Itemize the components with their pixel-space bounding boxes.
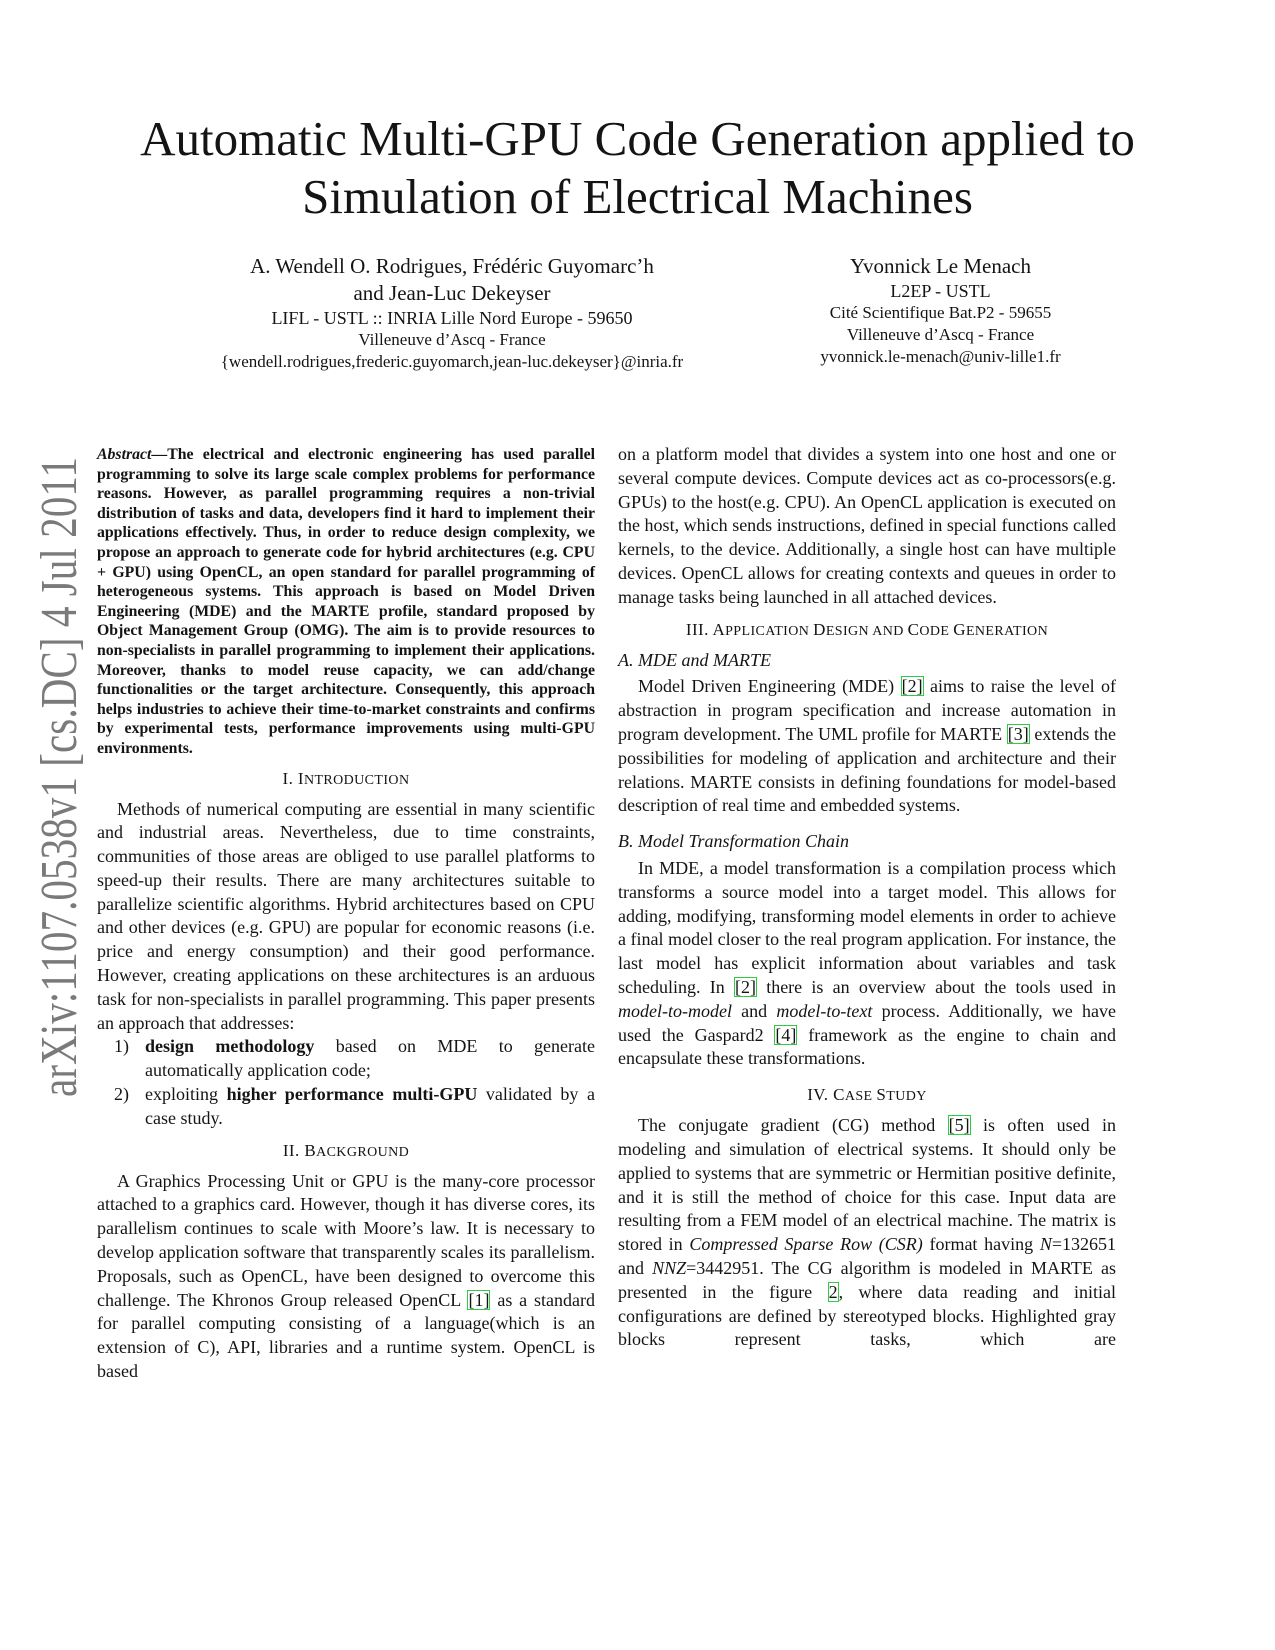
citation-link[interactable]: [2] <box>901 676 923 697</box>
background-paragraph-continued: on a platform model that divides a system into one host and one or several compute devices. Compute devices act as co-processors(e.g. GPUs) to the host(e.g. CPU). An OpenCL application is executed on the host, which sends instructions, defined in special functions called kernels, to the device. Additionally, a single host can have multiple devices. OpenCL allows for creating contexts and queues in order to manage tasks being launched in all attached devices. <box>618 444 1116 607</box>
subsection-heading-mde-marte: A. MDE and MARTE <box>618 649 771 670</box>
citation-link[interactable]: [3] <box>1007 723 1029 744</box>
section-heading-application-design: III. APPLICATION DESIGN AND CODE GENERATION <box>685 619 1049 639</box>
subsection-heading-transformation-chain: B. Model Transformation Chain <box>618 831 850 852</box>
author-affiliation: Cité Scientifique Bat.P2 - 59655 <box>829 303 1052 322</box>
mde-paragraph: Model Driven Engineering (MDE) [2] aims to raise the level of abstraction in program specification and increase automation in program development. The UML profile for MARTE [3] extends the possibilities for modeling of application and architecture and their relations. MARTE consists in defining foundations for model-based description of real time and embedded systems. <box>618 676 1116 816</box>
arxiv-stamp <box>10 452 100 1102</box>
author-names-2: and Jean-Luc Dekeyser <box>353 281 551 305</box>
title-line-2: Simulation of Electrical Machines <box>302 169 973 224</box>
title-line-1: Automatic Multi-GPU Code Generation applied to <box>140 111 1135 166</box>
contribution-list <box>97 1035 595 1130</box>
author-names-1: A. Wendell O. Rodrigues, Frédéric Guyomarc’h <box>250 254 654 278</box>
paper-title <box>0 110 1275 226</box>
list-item: 2) exploiting higher performance multi-GPU validated by a case study. <box>114 1084 595 1128</box>
author-lab: L2EP - USTL <box>890 281 991 301</box>
case-study-paragraph: The conjugate gradient (CG) method [5] is often used in modeling and simulation of electrical systems. It should only be applied to systems that are symmetric or Hermitian positive definite, and it is still the method of choice for this case. Input data are resulting from a FEM model of an electrical machine. The matrix is stored in Compressed Sparse Row (CSR) format having N=132651 and NNZ=3442951. The CG algorithm is modeled in MARTE as presented in the figure 2, where data reading and initial configurations are defined by stereotyped blocks. Highlighted gray blocks represent tasks, which are <box>618 1115 1116 1350</box>
citation-link[interactable]: [1] <box>468 1289 490 1310</box>
background-paragraph: A Graphics Processing Unit or GPU is the many-core processor attached to a graphics card. However, though it has diverse cores, its parallelism continues to scale with Moore’s law. It is necessary to develop application software that transparently scales its parallelism. Proposals, such as OpenCL, have been designed to overcome this challenge. The Khronos Group released OpenCL [1] as a standard for parallel computing consisting of a language(which is an extension of C), API, libraries and a runtime system. OpenCL is based <box>97 1170 595 1382</box>
left-column <box>97 443 595 1384</box>
right-column <box>618 443 1116 1352</box>
section-heading-case-study: IV. CASE STUDY <box>807 1085 927 1105</box>
abstract-label: Abstract <box>97 446 152 463</box>
citation-link[interactable]: [2] <box>734 976 756 997</box>
abstract-text: —The electrical and electronic engineering has used parallel programming to solve its large scale complex problems for performance reasons. However, as parallel programming requires a non-trivial distribution of tasks and data, developers find it hard to implement their applications effectively. Thus, in order to reduce design complexity, we propose an approach to generate code for hybrid architectures (e.g. CPU + GPU) using OpenCL, an open standard for parallel programming of heterogeneous systems. This approach is based on Model Driven Engineering (MDE) and the MARTE profile, standard proposed by Object Management Group (OMG). The aim is to provide resources to non-specialists in parallel programming to implement their applications. Moreover, thanks to model reuse capacity, we can add/change functionalities or the target architecture. Consequently, this approach helps industries to achieve their time-to-market constraints and confirms by experimental tests, performance improvements using multi-GPU environments. <box>97 446 595 757</box>
abstract <box>97 445 595 759</box>
arxiv-stamp-text: arXiv:1107.0538v1 [cs.DC] 4 Jul 2011 <box>31 452 88 1097</box>
author-email: yvonnick.le-menach@univ-lille1.fr <box>820 347 1061 366</box>
citation-link[interactable]: [5] <box>948 1115 970 1136</box>
author-block-right <box>778 253 1103 368</box>
author-name: Yvonnick Le Menach <box>849 254 1031 278</box>
transformation-paragraph: In MDE, a model transformation is a compilation process which transforms a source model into a target model. This allows for adding, modifying, transforming model elements in order to achieve a final model closer to the real program application. For instance, the last model has explicit information about variables and task scheduling. In [2] there is an overview about the tools used in model-to-model and model-to-text process. Additionally, we have used the Gaspard2 [4] framework as the engine to chain and encapsulate these transformations. <box>618 857 1116 1069</box>
author-email: {wendell.rodrigues,frederic.guyomarch,jean-luc.dekeyser}@inria.fr <box>220 352 684 371</box>
citation-link[interactable]: [4] <box>775 1024 797 1045</box>
author-city: Villeneuve d’Ascq - France <box>358 330 546 349</box>
section-heading-introduction: I. INTRODUCTION <box>282 768 410 788</box>
author-block-left <box>182 253 722 373</box>
figure-link[interactable]: 2 <box>828 1281 838 1302</box>
author-city: Villeneuve d’Ascq - France <box>846 325 1035 344</box>
intro-paragraph: Methods of numerical computing are essential in many scientific and industrial areas. Nevertheless, due to time constraints, communities of those areas are obliged to use parallel platforms to speed-up their results. There are many architectures suitable to parallelize scientific algorithms. Hybrid architectures based on CPU and other devices (e.g. GPU) are popular for economic reasons (i.e. price and energy consumption) and their good performance. However, creating applications on these architectures is an arduous task for non-specialists in parallel programming. This paper presents an approach that addresses: <box>97 798 595 1033</box>
author-affiliation: LIFL - USTL :: INRIA Lille Nord Europe - 59650 <box>271 308 633 328</box>
list-item: 1) design methodology based on MDE to generate automatically application code; <box>114 1036 595 1081</box>
section-heading-background: II. BACKGROUND <box>282 1140 410 1160</box>
